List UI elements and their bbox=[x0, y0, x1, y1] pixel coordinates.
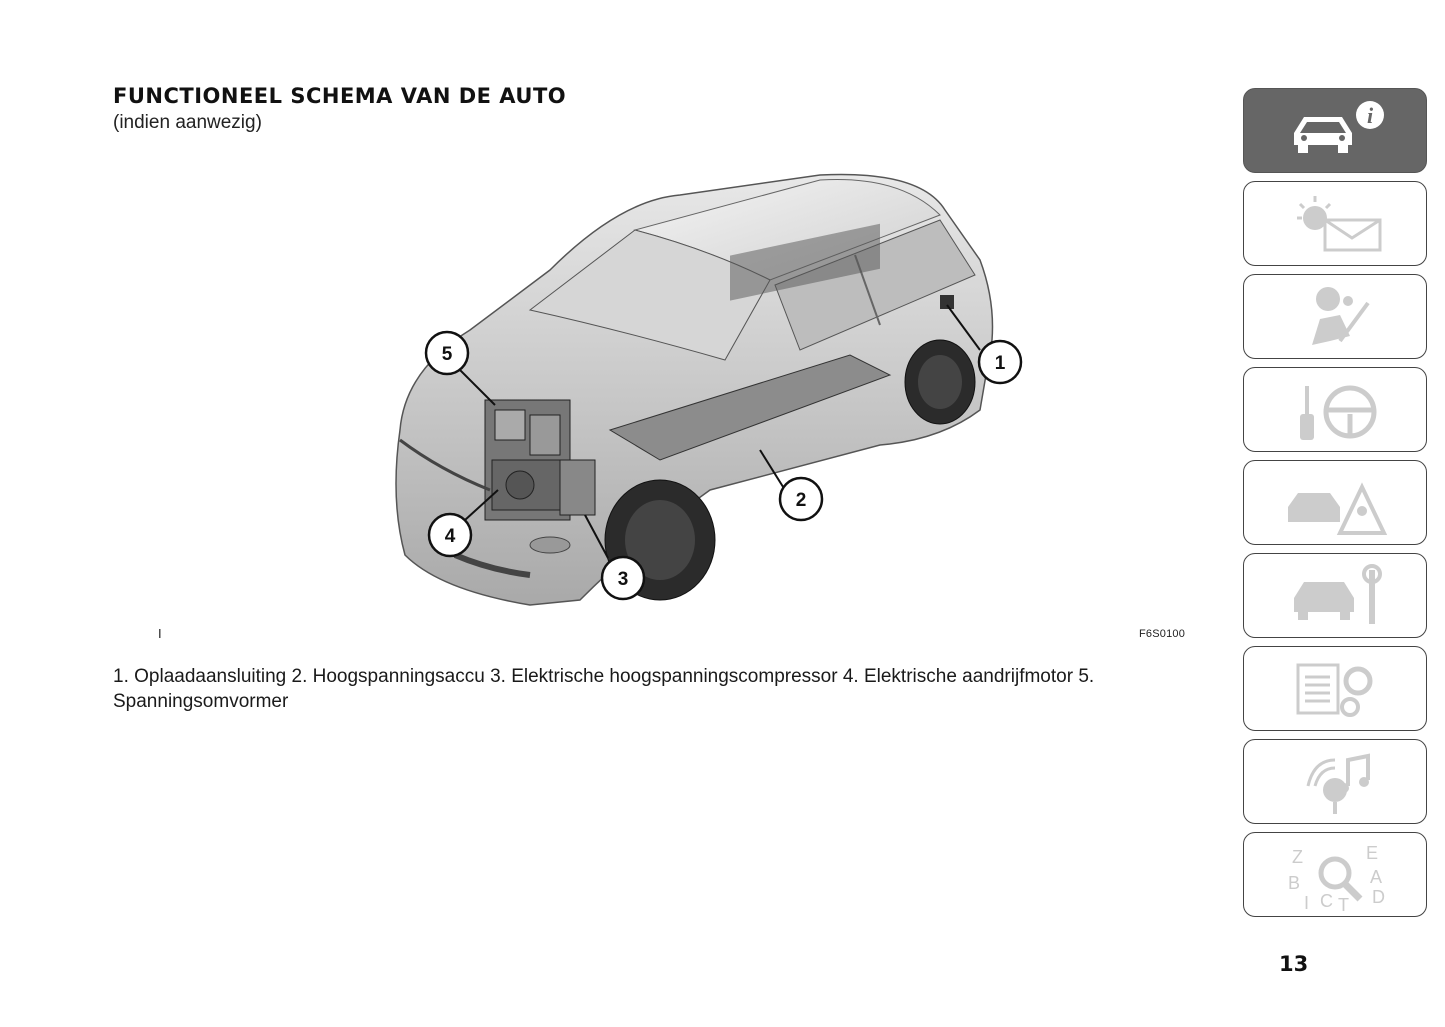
index-letter: A bbox=[1370, 866, 1383, 887]
multimedia-icon bbox=[1280, 746, 1390, 818]
lights-message-icon bbox=[1280, 188, 1390, 260]
callout-label: 5 bbox=[441, 344, 453, 365]
emergency-warning-icon bbox=[1280, 467, 1390, 539]
tab-emergency[interactable] bbox=[1243, 460, 1427, 545]
car-info-icon bbox=[1280, 95, 1390, 167]
callout-3 bbox=[602, 557, 644, 599]
tab-multimedia[interactable] bbox=[1243, 739, 1427, 824]
tab-lights-messages[interactable] bbox=[1243, 181, 1427, 266]
page-number: 13 bbox=[1279, 952, 1309, 976]
tab-maintenance[interactable] bbox=[1243, 553, 1427, 638]
page-subtitle: (indien aanwezig) bbox=[113, 112, 262, 133]
index-letter: T bbox=[1338, 894, 1349, 911]
airbag-safety-icon bbox=[1280, 281, 1390, 353]
key-steering-icon bbox=[1280, 374, 1390, 446]
callout-4 bbox=[429, 514, 471, 556]
index-letter: Z bbox=[1292, 846, 1303, 867]
callout-5 bbox=[426, 332, 468, 374]
car-maintenance-icon bbox=[1280, 560, 1390, 632]
index-letter: E bbox=[1366, 842, 1379, 863]
index-letter: C bbox=[1320, 890, 1333, 911]
tab-technical-data[interactable] bbox=[1243, 646, 1427, 731]
callout-2 bbox=[780, 478, 822, 520]
page-title: FUNCTIONEEL SCHEMA VAN DE AUTO bbox=[113, 84, 567, 108]
car-schematic-illustration bbox=[380, 160, 1040, 620]
index-letter: B bbox=[1288, 872, 1301, 893]
tab-index[interactable] bbox=[1243, 832, 1427, 917]
figure-caption: 1. Oplaadaansluiting 2. Hoogspanningsaccu 3. Elektrische hoogspanningscompressor 4. Elektrische aandrijfmotor 5. Spanningsomvormer bbox=[113, 666, 1095, 712]
alphabetical-index-icon bbox=[1280, 839, 1390, 911]
callout-label: 1 bbox=[994, 353, 1006, 374]
svg-text:i: i bbox=[1366, 102, 1374, 128]
tab-starting-driving[interactable] bbox=[1243, 367, 1427, 452]
callout-label: 3 bbox=[617, 569, 629, 590]
figure-marker: I bbox=[158, 626, 162, 641]
callout-label: 4 bbox=[444, 526, 456, 547]
tab-car-info[interactable] bbox=[1243, 88, 1427, 173]
callout-1 bbox=[979, 341, 1021, 383]
index-letter: D bbox=[1372, 886, 1385, 907]
index-letter: I bbox=[1304, 892, 1310, 911]
figure-code: F6S0100 bbox=[1139, 628, 1186, 640]
tab-safety[interactable] bbox=[1243, 274, 1427, 359]
specifications-gears-icon bbox=[1280, 653, 1390, 725]
callout-label: 2 bbox=[795, 490, 807, 511]
